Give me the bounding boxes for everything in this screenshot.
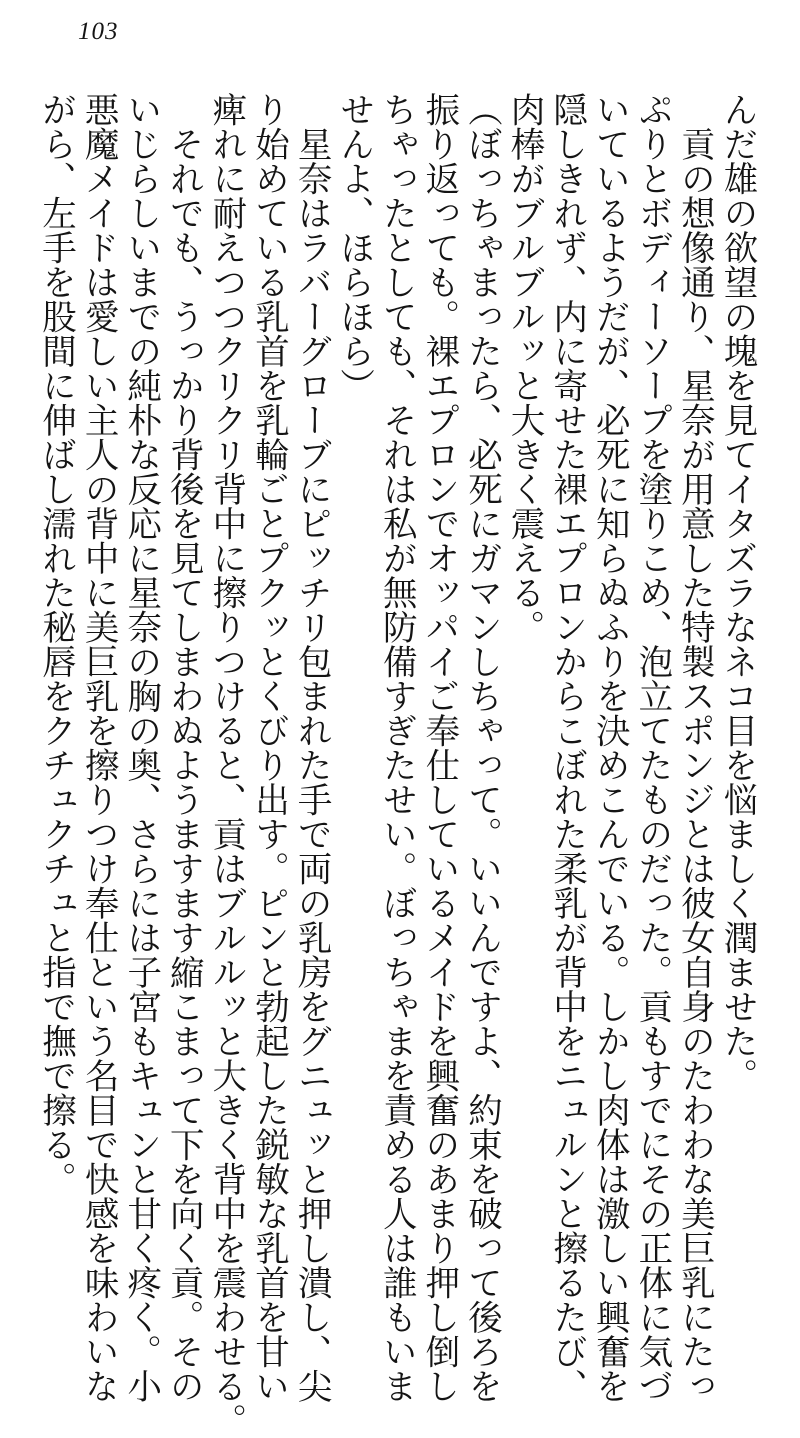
text-line: いているようだが、必死に知らぬふりを決めこんでいる。しかし肉体は激しい興奮を <box>589 92 630 1403</box>
text-line: 悪魔メイドは愛しい主人の背中に美巨乳を擦りつけ奉仕という名目で快感を味わいな <box>78 92 119 1403</box>
text-line: んだ雄の欲望の塊を見てイタズラなネコ目を悩ましく潤ませた。 <box>717 92 757 1093</box>
page-number: 103 <box>78 18 119 45</box>
text-line: （ぼっちゃまったら、必死にガマンしちゃって。いいんですよ、約束を破って後ろを <box>461 92 502 1403</box>
text-line: 隠しきれず、内に寄せた裸エプロンからこぼれた柔乳が背中をニュルンと擦るたび、 <box>546 92 587 1403</box>
text-line: 貢の想像通り、星奈が用意した特製スポンジとは彼女自身のたわわな美巨乳にたっ <box>674 92 715 1403</box>
text-line: 痺れに耐えつつクリクリ背中に擦りつけると、貢はブルルッと大きく背中を震わせる。 <box>205 92 246 1438</box>
text-line: がら、左手を股間に伸ばし濡れた秘唇をクチュクチュと指で撫で擦る。 <box>35 92 76 1196</box>
text-line: それでも、うっかり背後を見てしまわぬようますます縮こまって下を向く貢。その <box>163 92 204 1403</box>
text-line: いじらしいまでの純朴な反応に星奈の胸の奥、さらには子宮もキュンと甘く疼く。小 <box>120 92 161 1403</box>
text-line: 肉棒がブルブルッと大きく震える。 <box>504 92 545 644</box>
text-line: 振り返っても。裸エプロンでオッパイご奉仕しているメイドを興奮のあまり押し倒し <box>418 92 459 1403</box>
text-line: せんよ、ほらほら） <box>333 92 374 403</box>
novel-text-body <box>34 92 758 1438</box>
text-line: ぷりとボディーソープを塗りこめ、泡立てたものだった。貢もすでにその正体に気づ <box>631 92 672 1403</box>
text-line: 星奈はラバーグローブにピッチリ包まれた手で両の乳房をグニュッと押し潰し、尖 <box>291 92 332 1403</box>
text-line: り始めている乳首を乳輪ごとプクッとくびり出す。ピンと勃起した鋭敏な乳首を甘い <box>248 92 289 1403</box>
text-line: ちゃったとしても、それは私が無防備すぎたせい。ぼっちゃまを責める人は誰もいま <box>376 92 417 1403</box>
